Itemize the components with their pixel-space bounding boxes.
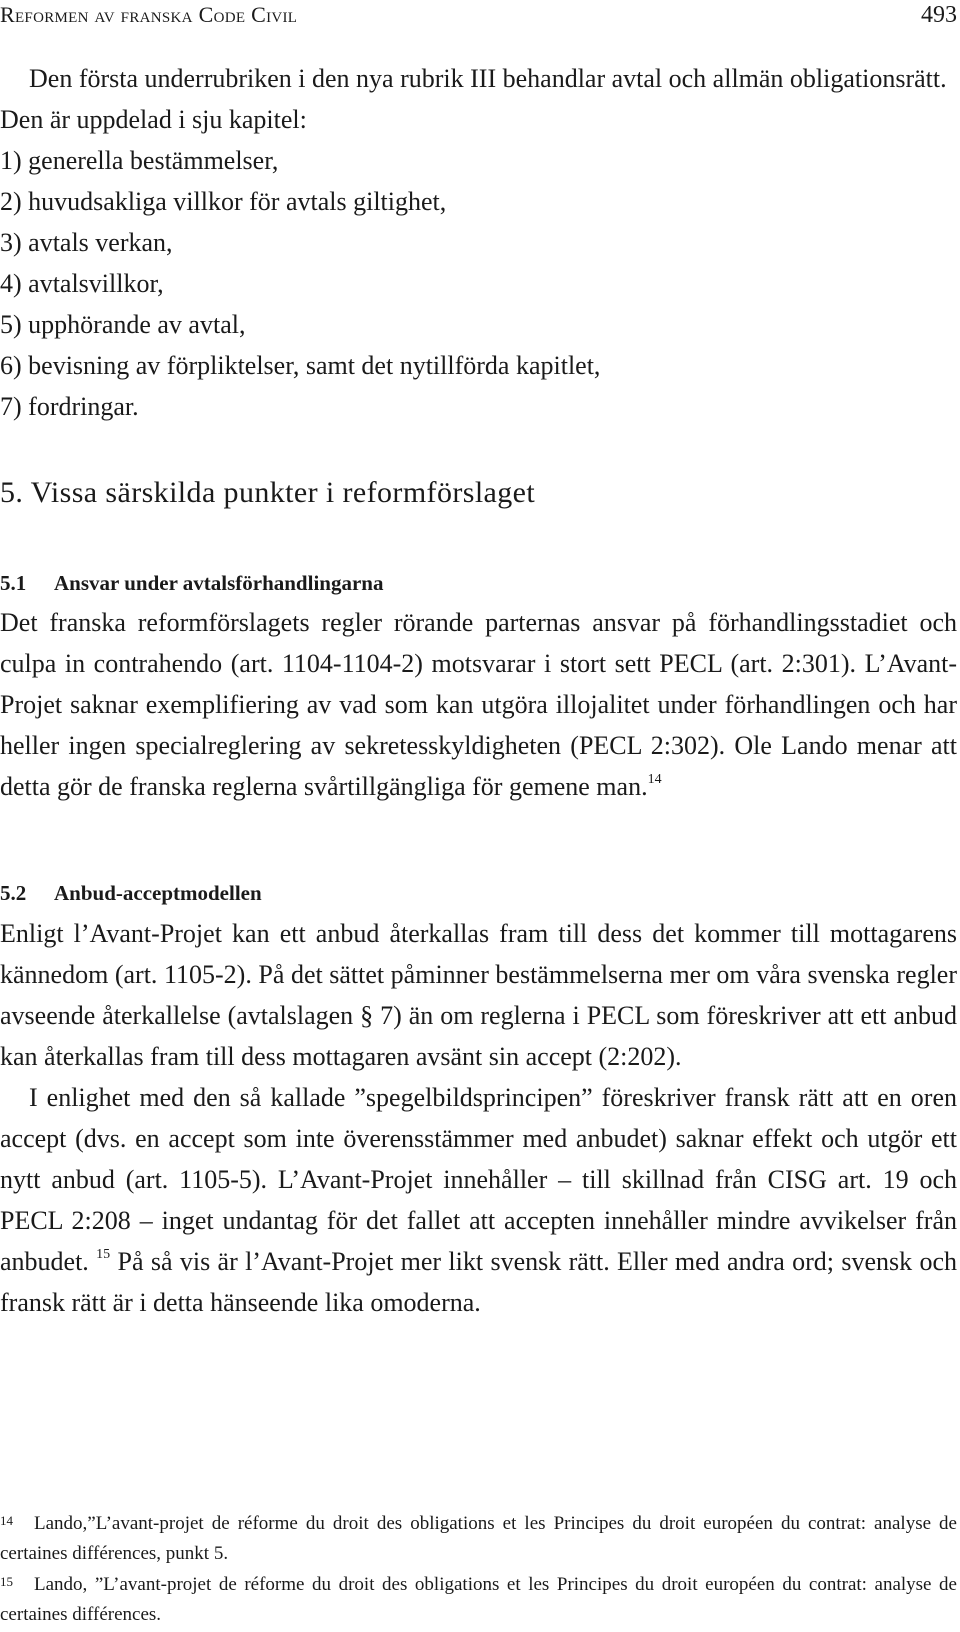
footnote-ref-14[interactable]: 14: [647, 772, 662, 788]
subsection-heading-5-2: [0, 881, 262, 906]
chapter-item: 5) upphörande av avtal,: [0, 310, 246, 339]
subsection-title: Anbud-acceptmodellen: [54, 881, 262, 905]
chapter-item: 6) bevisning av förpliktelser, samt det nytillförda kapitlet,: [0, 351, 601, 380]
footnote-text: Lando, ”L’avant-projet de réforme du droit des obligations et les Principes du droit européen du contrat: analyse de certaines différences.: [0, 1574, 957, 1625]
subsection-heading-5-1: [0, 571, 383, 596]
running-header: [0, 2, 957, 32]
paragraph-text: Det franska reformförslagets regler rörande parternas ansvar på förhandlingsstadiet och culpa in contrahendo (art. 1104-1104-2) motsvarar i stort sett PECL (art. 2:301). L’Avant-Projet saknar exemplifiering av vad som kan utgöra illojalitet under förhandlingen och har heller ingen specialreglering av sekretesskyldigheten (PECL 2:302). Ole Lando menar att detta gör de franska reglerna svårtillgängliga för gemene man.: [0, 608, 957, 801]
footnote-number: 14: [0, 1513, 13, 1528]
chapter-item: 1) generella bestämmelser,: [0, 146, 279, 175]
running-title: Reformen av franska Code Civil: [0, 2, 298, 27]
footnote-15: [0, 1570, 957, 1630]
subsection-number: 5.1: [0, 571, 27, 595]
intro-paragraph: Den första underrubriken i den nya rubrik III behandlar avtal och allmän obligationsrätt. Den är uppdelad i sju kapitel:: [0, 64, 947, 134]
intro-block: [0, 58, 957, 427]
section-5-2-body: [0, 913, 957, 1323]
paragraph-text: I enlighet med den så kallade ”spegelbildsprincipen” föreskriver fransk rätt att en oren accept (dvs. en accept som inte överensstämmer med anbudet) saknar effekt och utgör ett nytt anbud (art. 1105-5). L’Avant-Projet innehåller – till skillnad från CISG art. 19 och PECL 2:208 – inget undantag för det fallet att accepten innehåller mindre avvikelser från anbudet.: [0, 1083, 957, 1276]
subsection-title: Ansvar under avtalsförhandlingarna: [54, 571, 384, 595]
section-5-1-body: [0, 602, 957, 807]
section-heading: 5. Vissa särskilda punkter i reformförslaget: [0, 476, 536, 509]
chapter-item: 7) fordringar.: [0, 392, 139, 421]
section-5-2-paragraph-2: [0, 1077, 957, 1323]
paragraph-text: På så vis är l’Avant-Projet mer likt svensk rätt. Eller med andra ord; svensk och fransk rätt är i detta hänseende lika omoderna.: [0, 1247, 957, 1317]
chapter-list: [0, 140, 957, 427]
subsection-number: 5.2: [0, 881, 27, 905]
footnote-ref-15[interactable]: 15: [96, 1247, 111, 1263]
page-number: 493: [921, 2, 957, 28]
section-5-2-paragraph-1: Enligt l’Avant-Projet kan ett anbud återkallas fram till dess det kommer till mottagarens kännedom (art. 1105-2). På det sättet påminner bestämmelserna mer om våra svenska regler avseende återkallelse (avtalslagen § 7) än om reglerna i PECL som föreskriver att ett anbud kan återkallas fram till dess mottagaren avsänt sin accept (2:202).: [0, 919, 957, 1071]
chapter-item: 3) avtals verkan,: [0, 228, 173, 257]
section-5-1-paragraph: [0, 602, 957, 807]
footnote-text: Lando,”L’avant-projet de réforme du droit des obligations et les Principes du droit européen du contrat: analyse de certaines différences, punkt 5.: [0, 1513, 957, 1564]
chapter-item: 2) huvudsakliga villkor för avtals giltighet,: [0, 187, 447, 216]
chapter-item: 4) avtalsvillkor,: [0, 269, 164, 298]
footnote-number: 15: [0, 1574, 13, 1589]
footnote-14: [0, 1509, 957, 1569]
